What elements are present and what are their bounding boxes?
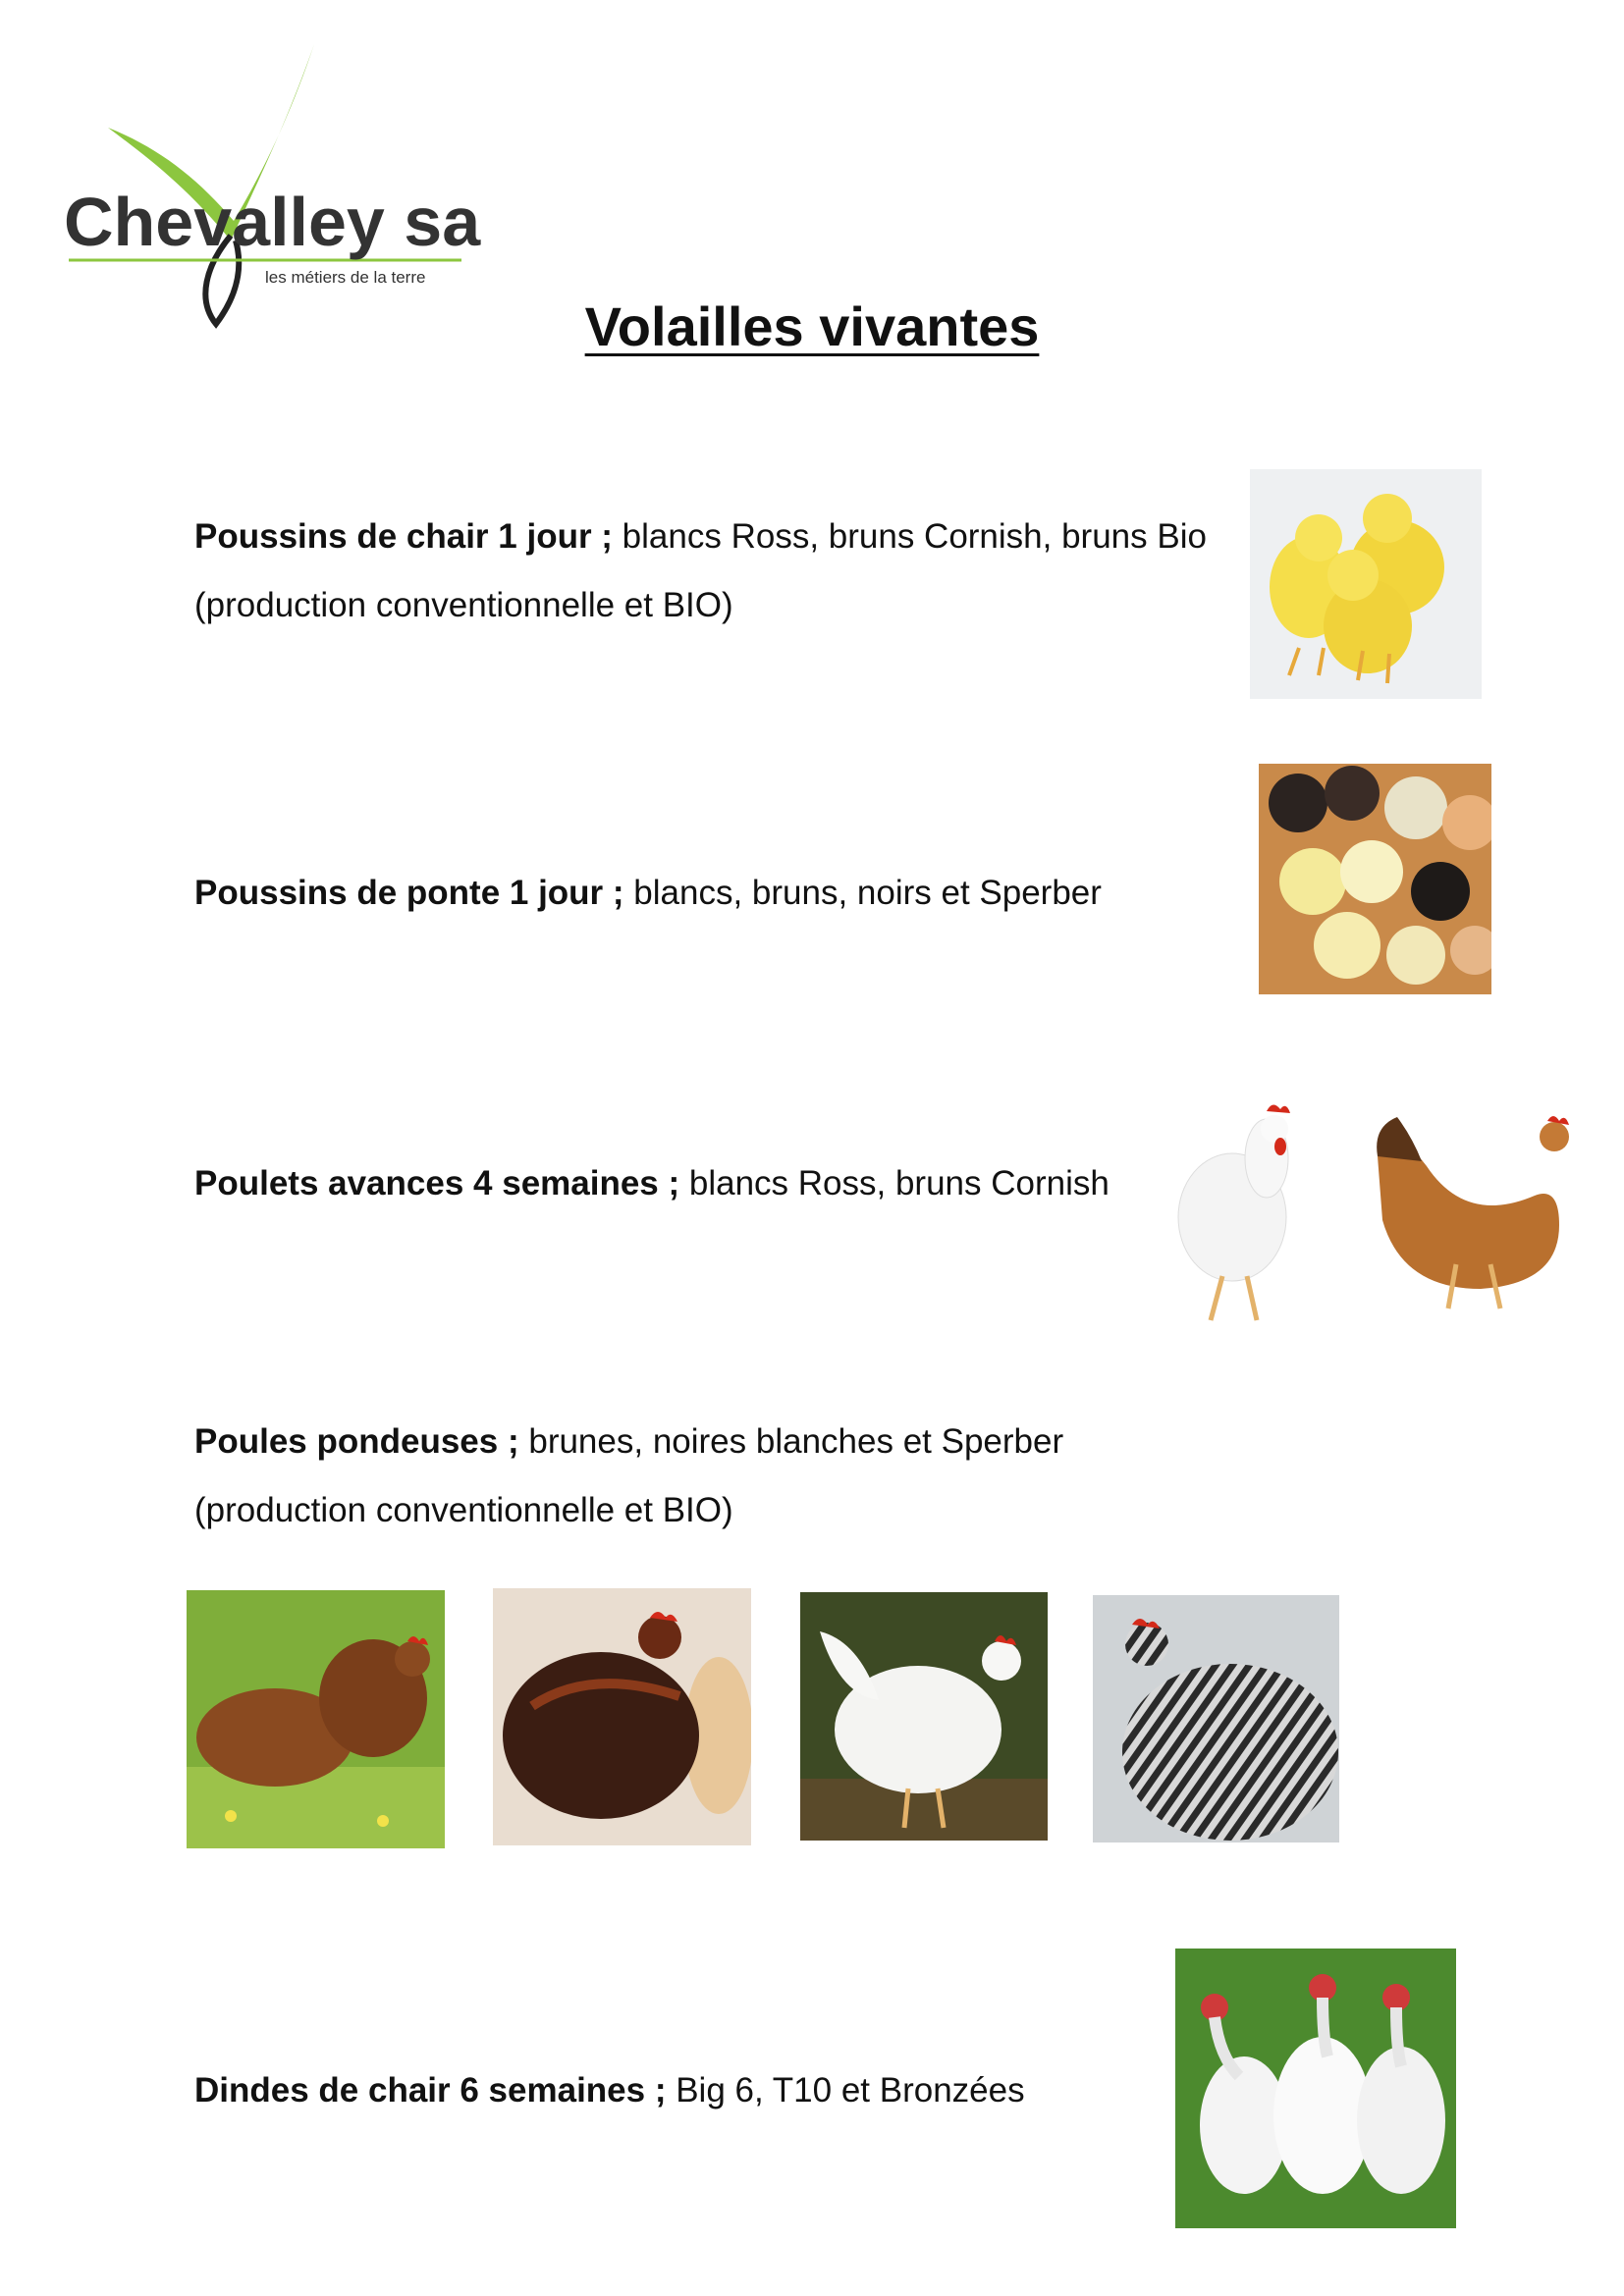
item-text: Big 6, T10 et Bronzées: [666, 2071, 1025, 2109]
item-label: Poussins de ponte 1 jour ;: [194, 874, 624, 912]
laying-chicks-photo: [1259, 764, 1491, 994]
item-laying-hens: [194, 1420, 1063, 1464]
chicks-photo: [1250, 469, 1482, 699]
item-label: Poussins de chair 1 jour ;: [194, 517, 613, 556]
item-label: Poulets avances 4 semaines ;: [194, 1164, 680, 1202]
item-text: blancs Ross, bruns Cornish, bruns Bio: [612, 517, 1207, 556]
item-label: Poules pondeuses ;: [194, 1422, 519, 1461]
item-note: (production conventionnelle et BIO): [194, 1491, 733, 1529]
item-turkeys: [194, 2069, 1025, 2112]
white-hen-photo: [800, 1592, 1048, 1841]
sperber-hen-photo: [1093, 1595, 1339, 1842]
brown-hens-photo: [187, 1590, 445, 1848]
logo-brand: Chevalley sa: [64, 184, 481, 260]
item-laying-chicks: [194, 872, 1102, 915]
item-label: Dindes de chair 6 semaines ;: [194, 2071, 667, 2109]
brown-chicken-photo: [1368, 1097, 1584, 1315]
logo-tagline: les métiers de la terre: [265, 268, 426, 287]
item-text: blancs, bruns, noirs et Sperber: [623, 874, 1102, 912]
page-title: Volailles vivantes: [584, 295, 1040, 357]
item-chair-chicks: [194, 515, 1207, 559]
item-text: brunes, noires blanches et Sperber: [518, 1422, 1064, 1461]
company-logo: [59, 39, 481, 334]
item-note: (production conventionnelle et BIO): [194, 586, 733, 624]
turkeys-photo: [1175, 1949, 1456, 2228]
white-chicken-photo: [1159, 1090, 1316, 1330]
black-hen-photo: [493, 1588, 751, 1845]
item-advanced-chickens: [194, 1162, 1110, 1205]
item-text: blancs Ross, bruns Cornish: [679, 1164, 1110, 1202]
